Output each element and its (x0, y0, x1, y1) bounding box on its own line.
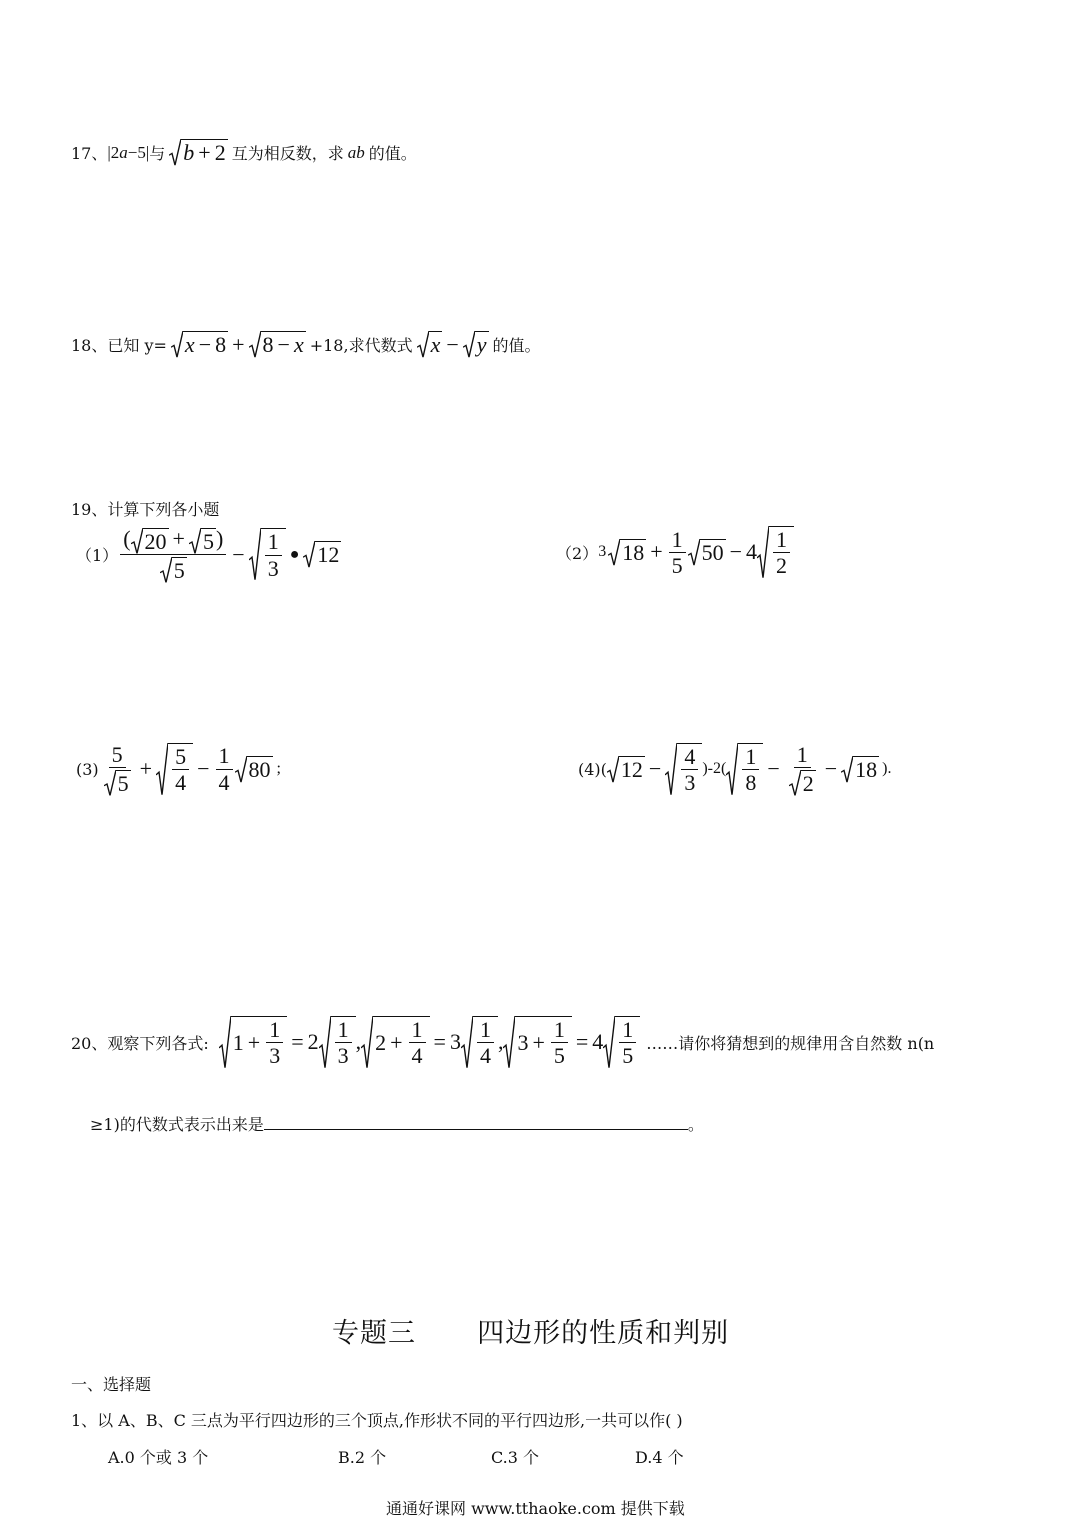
section-title-left: 专题三 (332, 1318, 416, 1349)
q20-number: 20、观察下列各式: (71, 1033, 209, 1053)
q18-end: 的值。 (492, 336, 541, 355)
q19-heading: 19、计算下列各小题 (71, 500, 220, 519)
page-footer: 通通好课网 www.tthaoke.com 提供下载 (386, 1499, 685, 1518)
q20-line2-text: ≥1)的代数式表示出来是 (90, 1115, 264, 1134)
q19-part4 (578, 742, 891, 796)
q19-part4-label: (4)( (578, 759, 607, 779)
q19-part1-label: （1） (76, 546, 119, 566)
mc1-option-d[interactable]: D.4 个 (635, 1448, 684, 1467)
mc1-option-b[interactable]: B.2 个 (338, 1448, 387, 1467)
q19-part3-label: (3) (76, 759, 99, 779)
q18-mid: +18,求代数式 (309, 336, 413, 355)
q19-part1-expression: ( 20 + 5 ) 5 − $\frac{1}{3}$ ● 12 (118, 526, 341, 583)
q19-part3 (76, 742, 281, 796)
q20-period: 。 (687, 1115, 704, 1134)
q17-text-before: 与 (149, 144, 166, 163)
question-18 (71, 331, 541, 358)
q17-end: 的值。 (368, 144, 417, 163)
q19-part2-expression: 3 18 + $\frac{1}{5}$ 50 − 4 $\frac{1}{2}$ (598, 526, 794, 579)
q18-number: 18、 (71, 336, 108, 355)
section-title (332, 1311, 729, 1350)
q19-part3-expression: $\frac{5}{5}$ + $\frac{5}{4}$ − $\frac{1}{4}$ 80 ; (99, 742, 281, 796)
q20-pattern-expression: 1 + $\frac{1}{3}$ = 2 $\frac{1}{3}$ , 2 + $\frac{1}{4}$ = 3 $\frac{1}{4}$ , 3 + $\frac{1}{5}$ = 4 $\frac{1}{5}$ (219, 1016, 641, 1069)
q17-number: 17、 (71, 144, 108, 163)
q18-expression: x − 8 + 8 − x (171, 331, 306, 358)
q19-part4-expression: 12 − $\frac{4}{3}$ )-2( $\frac{1}{8}$ − $\frac{1}{2}$ − 18 ). (607, 742, 892, 796)
q20-answer-blank[interactable] (264, 1113, 688, 1130)
section-part-heading: 一、选择题 (71, 1375, 152, 1394)
q19-part2-label: （2） (556, 543, 599, 563)
q19-part2 (556, 526, 794, 579)
q17-var-ab: ab (347, 142, 365, 162)
question-20 (71, 1016, 934, 1069)
q19-part1 (76, 526, 341, 583)
q18-lead: 已知 y= (107, 336, 167, 355)
question-17 (71, 139, 417, 166)
q17-abs-expression: |2a−5| (107, 142, 150, 162)
mc1-option-c[interactable]: C.3 个 (491, 1448, 540, 1467)
q20-line2 (90, 1112, 704, 1135)
q17-text-after: 互为相反数，求 (231, 144, 344, 163)
section-title-right: 四边形的性质和判别 (477, 1318, 730, 1349)
q20-tail: ……请你将猜想到的规律用含自然数 n(n (646, 1033, 935, 1053)
mc1-option-a[interactable]: A.0 个或 3 个 (108, 1448, 209, 1467)
mc1-question: 1、以 A、B、C 三点为平行四边形的三个顶点,作形状不同的平行四边形,一共可以作( ) (71, 1411, 683, 1430)
q18-target-expression: x − y (417, 331, 489, 358)
q17-sqrt-b-plus-2: b + 2 (169, 139, 227, 166)
